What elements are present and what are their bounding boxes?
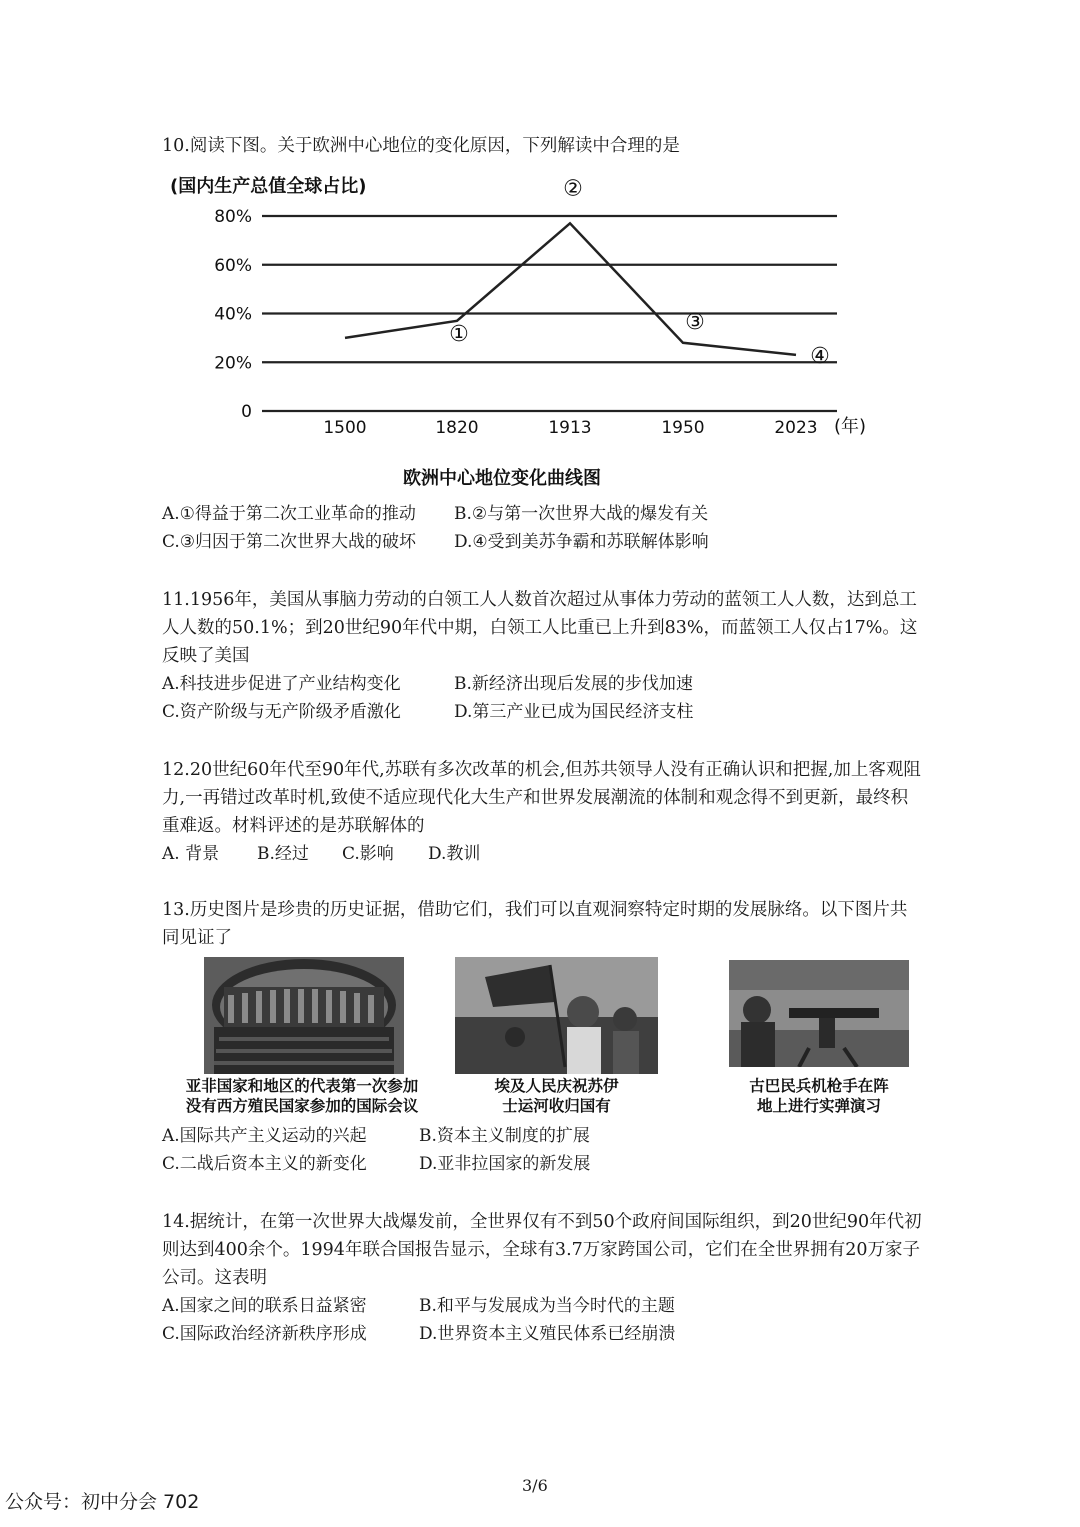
q10-option-b[interactable]: B.②与第一次世界大战的爆发有关 — [454, 504, 709, 524]
page-number: 3/6 — [522, 1476, 548, 1495]
photo-1-caption: 亚非国家和地区的代表第一次参加 没有西方殖民国家参加的国际会议 — [185, 1077, 419, 1115]
q12-option-b[interactable]: B.经过 — [257, 844, 309, 864]
q10-option-c[interactable]: C.③归因于第二次世界大战的破坏 — [162, 532, 417, 552]
photo-2-caption: 埃及人民庆祝苏伊 士运河收归国有 — [494, 1077, 619, 1115]
x-tick-label: 2023 — [774, 418, 818, 438]
question-14-options — [162, 1292, 675, 1348]
question-10-stem: 10.阅读下图。关于欧洲中心地位的变化原因，下列解读中合理的是 — [162, 136, 680, 156]
question-12-options — [162, 840, 480, 868]
chart-x-axis-label: (年) — [834, 416, 867, 437]
point-label: ③ — [685, 309, 705, 335]
y-tick-label: 40% — [214, 304, 252, 325]
photo-cuba-militia — [729, 960, 909, 1071]
q14-option-d[interactable]: D.世界资本主义殖民体系已经崩溃 — [419, 1324, 676, 1344]
q11-option-d[interactable]: D.第三产业已成为国民经济支柱 — [454, 702, 694, 722]
x-tick-label: 1950 — [661, 418, 705, 438]
chart-y-axis-label: (国内生产总值全球占比) — [170, 176, 367, 197]
conference-hall-image — [204, 957, 404, 1074]
suez-celebration-image — [455, 957, 658, 1074]
q10-option-d[interactable]: D.④受到美苏争霸和苏联解体影响 — [454, 532, 709, 552]
footer-watermark-text: 公众号：初中分会 702 — [5, 1491, 200, 1513]
q14-option-c[interactable]: C.国际政治经济新秩序形成 — [162, 1324, 367, 1344]
q11-option-a[interactable]: A.科技进步促进了产业结构变化 — [162, 674, 401, 694]
y-tick-label: 60% — [214, 255, 252, 276]
q12-option-c[interactable]: C.影响 — [342, 844, 394, 864]
question-11-options — [162, 670, 693, 726]
point-label: ④ — [810, 343, 830, 369]
q14-option-b[interactable]: B.和平与发展成为当今时代的主题 — [419, 1296, 675, 1316]
q13-option-c[interactable]: C.二战后资本主义的新变化 — [162, 1154, 367, 1174]
x-tick-label: 1820 — [435, 418, 479, 438]
question-13-stem: 13.历史图片是珍贵的历史证据，借助它们，我们可以直观洞察特定时期的发展脉络。以下图片共同见证了 — [162, 900, 908, 948]
q13-option-a[interactable]: A.国际共产主义运动的兴起 — [162, 1126, 367, 1146]
q13-option-d[interactable]: D.亚非拉国家的新发展 — [419, 1154, 591, 1174]
y-tick-label: 20% — [214, 353, 252, 374]
photo-suez-canal — [455, 957, 658, 1078]
question-14-stem: 14.据统计，在第一次世界大战爆发前，全世界仅有不到50个政府间国际组织，到20世纪90年代初则达到400余个。1994年联合国报告显示，全球有3.7万家跨国公司，它们在全世界拥有20万家子公司。这表明 — [162, 1212, 922, 1288]
y-tick-label: 80% — [214, 207, 252, 227]
photo-bandung-conference — [204, 957, 404, 1078]
q12-option-a[interactable]: A. 背景 — [162, 844, 220, 864]
chart-title: 欧洲中心地位变化曲线图 — [403, 468, 601, 489]
x-tick-label: 1913 — [548, 418, 592, 438]
point-label: ② — [563, 176, 583, 202]
question-13-options — [162, 1122, 590, 1178]
question-10-options — [162, 500, 709, 556]
point-label: ① — [449, 321, 469, 347]
gdp-share-line-chart — [162, 168, 922, 498]
question-11-stem: 11.1956年，美国从事脑力劳动的白领工人人数首次超过从事体力劳动的蓝领工人人数，达到总工人人数的50.1%；到20世纪90年代中期，白领工人比重已上升到83%，而蓝领工人仅占17%。这反映了美国 — [162, 590, 918, 666]
q11-option-c[interactable]: C.资产阶级与无产阶级矛盾激化 — [162, 702, 401, 722]
photo-3-caption: 古巴民兵机枪手在阵 地上进行实弹演习 — [749, 1077, 889, 1115]
europe-share-line — [345, 223, 796, 355]
cuba-gunner-image — [729, 960, 909, 1067]
q11-option-b[interactable]: B.新经济出现后发展的步伐加速 — [454, 674, 693, 694]
q12-option-d[interactable]: D.教训 — [428, 844, 481, 864]
question-12-stem: 12.20世纪60年代至90年代,苏联有多次改革的机会,但苏共领导人没有正确认识和把握,加上客观阻力,一再错过改革时机,致使不适应现代化大生产和世界发展潮流的体制和观念得不到更新，最终积重难返。材料评述的是苏联解体的 — [162, 760, 921, 836]
y-tick-label: 0 — [241, 402, 252, 422]
q14-option-a[interactable]: A.国家之间的联系日益紧密 — [162, 1296, 367, 1316]
x-tick-label: 1500 — [323, 418, 367, 438]
q13-option-b[interactable]: B.资本主义制度的扩展 — [419, 1126, 590, 1146]
q10-option-a[interactable]: A.①得益于第二次工业革命的推动 — [162, 504, 416, 524]
